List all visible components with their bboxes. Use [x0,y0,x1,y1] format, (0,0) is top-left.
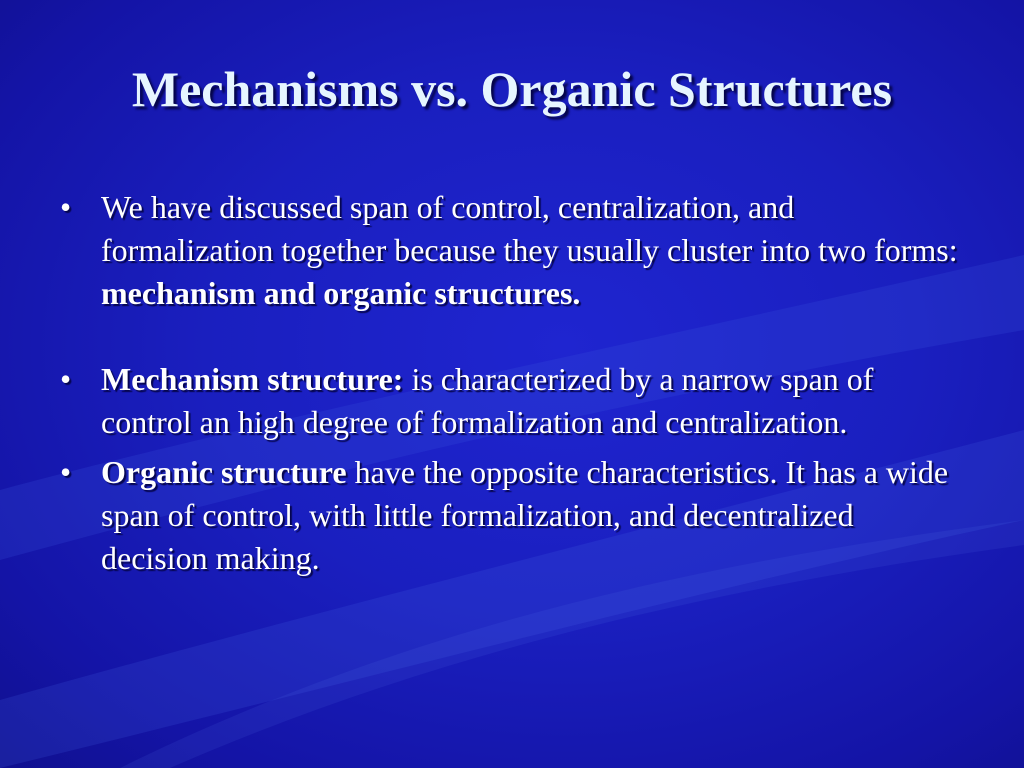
slide-title: Mechanisms vs. Organic Structures [131,61,893,117]
bullet-dot: • [60,361,72,397]
bullet-text: We have discussed span of control, centralization, and formalization together because they usually cluster into two forms: [101,189,958,268]
bullet-text: is characterized by a narrow span of control an high degree of formalization and centralization. [101,361,874,440]
bullet-text: have the opposite characteristics. It has a wide span of control, with little formalization, and decentralized decision making. [101,454,949,576]
bullet-item-organic-structure [60,451,960,580]
bullet-list [60,186,960,580]
bullet-bold-text: mechanism and organic structures. [101,275,581,311]
bullet-bold-text: Mechanism structure: [101,361,404,397]
bullet-dot: • [60,189,72,225]
bullet-bold-text: Organic structure [101,454,347,490]
bullet-item-mechanism-structure [60,358,960,444]
bullet-dot: • [60,454,72,490]
bullet-item-span-of-control [60,186,960,315]
